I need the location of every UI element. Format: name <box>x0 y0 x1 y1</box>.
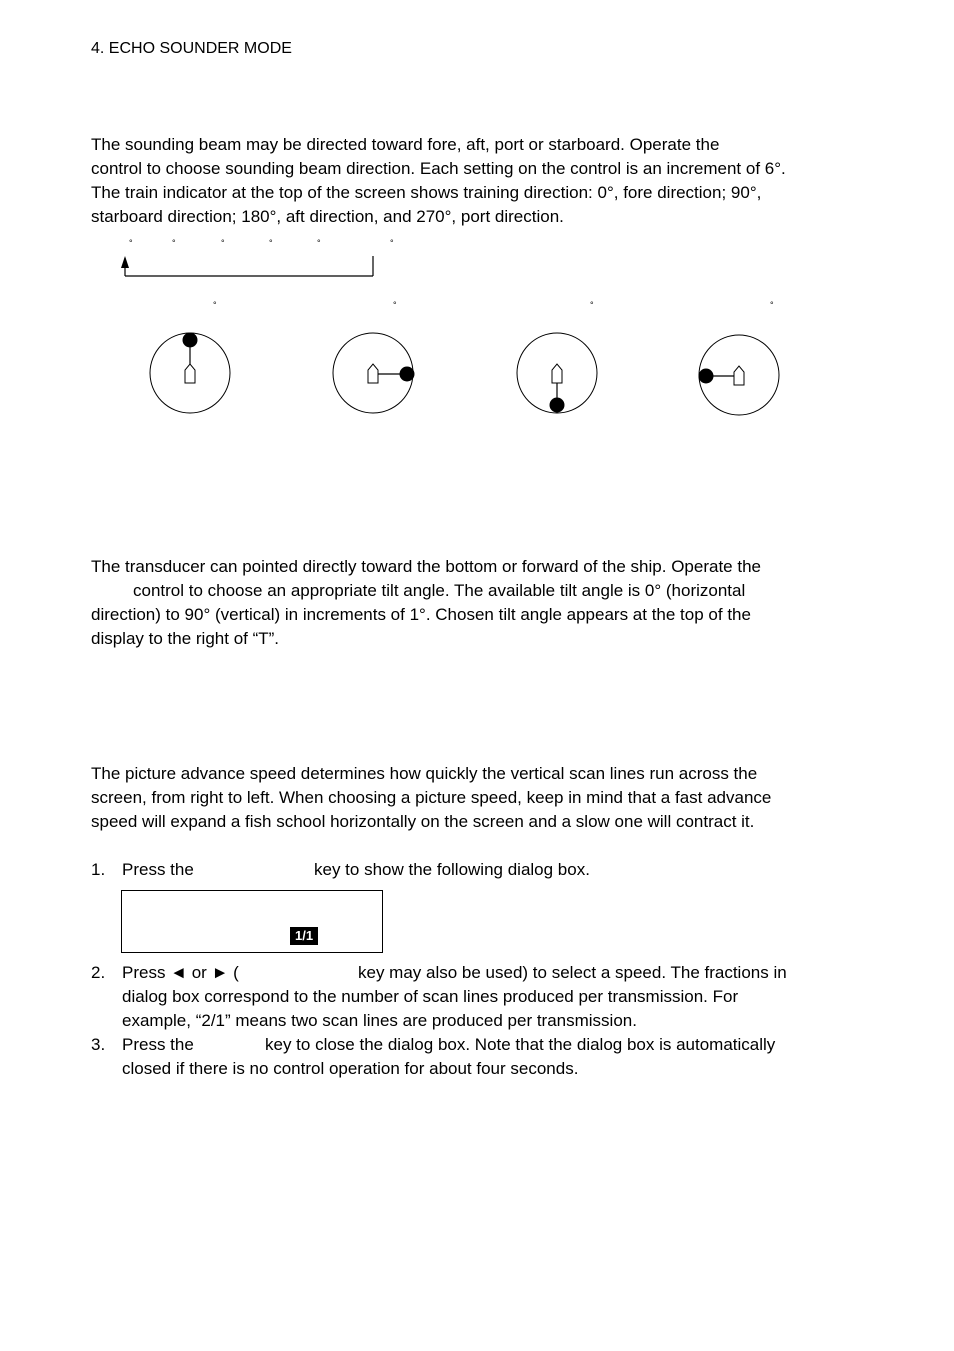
degree-mark: ° <box>221 238 225 248</box>
train-direction-diagram <box>0 0 954 430</box>
train-line-4: starboard direction; 180°, aft direction, and 270°, port direction. <box>91 207 564 226</box>
speed-paragraph <box>91 762 871 834</box>
step-2-text-a: Press ◄ or ► ( <box>122 963 239 982</box>
step-1-text-a: Press the <box>122 860 194 879</box>
step-1 <box>91 858 851 882</box>
beam-dot-icon <box>400 367 415 382</box>
step-2-line-3: example, “2/1” means two scan lines are produced per transmission. <box>122 1011 637 1030</box>
section-header: 4. ECHO SOUNDER MODE <box>91 40 292 57</box>
degree-mark: ° <box>390 238 394 248</box>
speed-line-3: speed will expand a fish school horizontally on the screen and a slow one will contract it. <box>91 812 755 831</box>
speed-line-2: screen, from right to left. When choosing a picture speed, keep in mind that a fast advance <box>91 788 772 807</box>
tilt-line-4: display to the right of “T”. <box>91 629 280 648</box>
step-number: 3. <box>91 1035 106 1054</box>
step-3 <box>91 1033 851 1081</box>
picture-speed-dialog[interactable] <box>121 890 383 953</box>
tilt-paragraph <box>91 555 871 651</box>
step-number: 1. <box>91 860 106 879</box>
train-line-2: control to choose sounding beam direction. Each setting on the control is an increment of 6°. <box>91 159 786 178</box>
degree-mark: ° <box>213 300 217 310</box>
degree-mark: ° <box>317 238 321 248</box>
dial-port <box>699 335 780 415</box>
degree-mark: ° <box>129 238 133 248</box>
dial-starboard <box>333 333 415 413</box>
ship-icon <box>368 364 378 383</box>
ship-icon <box>734 366 744 385</box>
ship-icon <box>185 364 195 383</box>
ship-icon <box>552 364 562 383</box>
dial-aft <box>517 333 597 413</box>
train-line-1: The sounding beam may be directed toward fore, aft, port or starboard. Operate the <box>91 135 720 154</box>
dial-fore <box>150 333 230 414</box>
train-line-3: The train indicator at the top of the screen shows training direction: 0°, fore direction; 90°, <box>91 183 762 202</box>
step-3-line-2: closed if there is no control operation for about four seconds. <box>122 1059 579 1078</box>
speed-line-1: The picture advance speed determines how quickly the vertical scan lines run across the <box>91 764 758 783</box>
beam-dot-icon <box>699 369 714 384</box>
train-scale-bar <box>125 256 373 276</box>
tilt-line-2: control to choose an appropriate tilt angle. The available tilt angle is 0° (horizontal <box>133 581 746 600</box>
step-2-text-b: key may also be used) to select a speed. The fractions in <box>358 963 787 982</box>
step-3-text-a: Press the <box>122 1035 194 1054</box>
step-2 <box>91 961 851 1033</box>
beam-dot-icon <box>550 398 565 413</box>
step-2-line-2: dialog box correspond to the number of scan lines produced per transmission. For <box>122 987 739 1006</box>
step-3-text-b: key to close the dialog box. Note that the dialog box is automatically <box>265 1035 776 1054</box>
degree-mark: ° <box>269 238 273 248</box>
degree-mark: ° <box>590 300 594 310</box>
speed-value-selected[interactable]: 1/1 <box>290 927 318 945</box>
degree-mark: ° <box>172 238 176 248</box>
tilt-line-1: The transducer can pointed directly toward the bottom or forward of the ship. Operate the <box>91 557 761 576</box>
step-1-text-b: key to show the following dialog box. <box>314 860 590 879</box>
tilt-line-3: direction) to 90° (vertical) in increments of 1°. Chosen tilt angle appears at the top of the <box>91 605 751 624</box>
beam-dot-icon <box>183 333 198 348</box>
degree-mark: ° <box>770 300 774 310</box>
arrow-up-icon <box>121 256 129 268</box>
step-number: 2. <box>91 963 106 982</box>
degree-mark: ° <box>393 300 397 310</box>
